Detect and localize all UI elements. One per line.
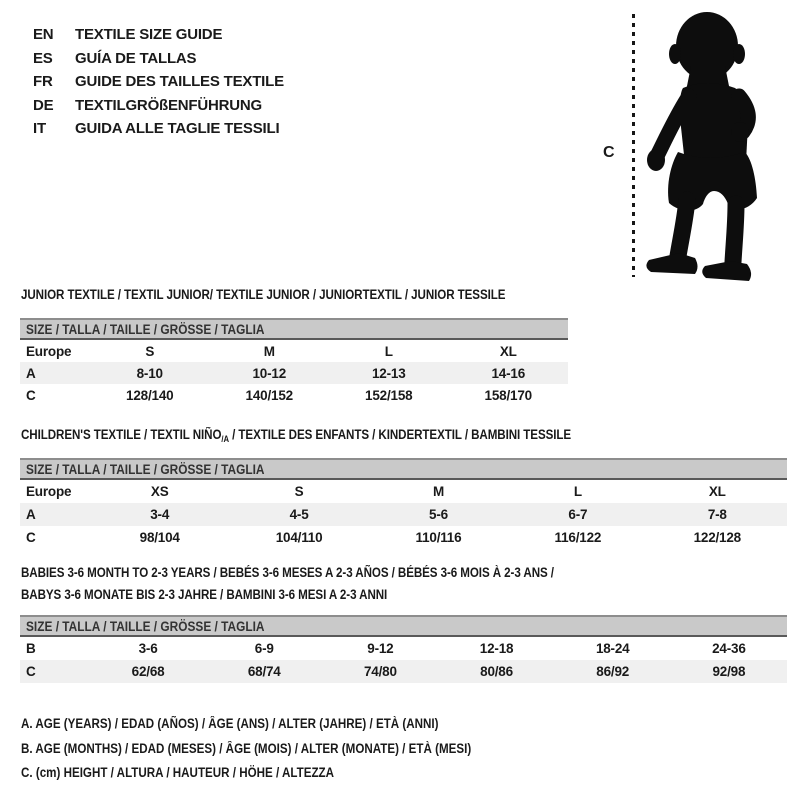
height-cell: 80/86 xyxy=(480,664,513,679)
height-dashed-line xyxy=(632,14,635,277)
age-cell: 14-16 xyxy=(491,365,526,381)
junior-section-title: JUNIOR TEXTILE / TEXTIL JUNIOR/ TEXTILE JUNIOR / JUNIORTEXTIL / JUNIOR TESSILE xyxy=(21,287,506,302)
babies-size-table xyxy=(20,615,787,683)
babies-title-line2: BABYS 3-6 MONATE BIS 2-3 JAHRE / BAMBINI 3-6 MESI A 2-3 ANNI xyxy=(21,587,388,602)
height-cell: 98/104 xyxy=(139,530,180,545)
language-row-en xyxy=(33,23,284,47)
children-title-sub: /A xyxy=(221,434,229,444)
size-cell: XL xyxy=(708,484,726,499)
junior-size-header-bar xyxy=(20,318,568,340)
row-label: B xyxy=(26,641,36,656)
size-cell: XS xyxy=(150,484,169,499)
age-cell: 10-12 xyxy=(252,365,287,381)
height-cell: 140/152 xyxy=(245,387,293,403)
height-cell: 152/158 xyxy=(365,387,413,403)
babies-size-header-bar xyxy=(20,615,787,637)
junior-size-table xyxy=(20,318,568,406)
language-row-es xyxy=(33,47,284,71)
age-cell: 24-36 xyxy=(712,641,746,656)
language-row-it xyxy=(33,117,284,141)
table-row-age xyxy=(20,362,568,384)
size-header-label: SIZE / TALLA / TAILLE / GRÖSSE / TAGLIA xyxy=(26,618,265,634)
language-title: GUIDA ALLE TAGLIE TESSILI xyxy=(75,120,280,138)
babies-title-line1: BABIES 3-6 MONTH TO 2-3 YEARS / BEBÉS 3-6 MESES A 2-3 AÑOS / BÉBÉS 3-6 MOIS À 2-3 ANS / xyxy=(21,565,554,580)
height-cell: 62/68 xyxy=(131,664,165,679)
language-code: EN xyxy=(33,26,54,44)
age-cell: 6-7 xyxy=(568,507,588,522)
footnote-b: B. AGE (MONTHS) / EDAD (MESES) / ÂGE (MOIS) / ALTER (MONATE) / ETÀ (MESI) xyxy=(21,740,472,756)
height-label-c: C xyxy=(603,144,615,161)
row-label: C xyxy=(26,530,36,545)
size-cell: XL xyxy=(499,343,517,359)
height-cell: 68/74 xyxy=(247,664,281,679)
language-title: GUIDE DES TAILLES TEXTILE xyxy=(75,73,284,91)
age-cell: 9-12 xyxy=(367,641,394,656)
table-row-height xyxy=(20,660,787,683)
size-cell: S xyxy=(145,343,155,359)
footnote-c: C. (cm) HEIGHT / ALTURA / HAUTEUR / HÖHE / ALTEZZA xyxy=(21,765,335,780)
size-cell: L xyxy=(573,484,582,499)
age-cell: 5-6 xyxy=(429,507,448,522)
language-title: GUÍA DE TALLAS xyxy=(75,49,197,67)
age-cell: 3-6 xyxy=(138,641,158,656)
height-cell: 92/98 xyxy=(712,664,746,679)
size-cell: L xyxy=(384,343,393,359)
height-cell: 128/140 xyxy=(126,387,174,403)
size-header-label: SIZE / TALLA / TAILLE / GRÖSSE / TAGLIA xyxy=(26,461,265,477)
babies-section-title xyxy=(21,562,554,606)
height-cell: 158/170 xyxy=(484,387,532,403)
age-cell: 12-13 xyxy=(371,365,406,381)
children-title-pre: CHILDREN'S TEXTILE / TEXTIL NIÑO xyxy=(21,427,222,442)
table-row-height xyxy=(20,526,787,549)
size-cell: M xyxy=(263,343,275,359)
language-code: ES xyxy=(33,49,53,67)
age-cell: 6-9 xyxy=(254,641,274,656)
row-label: C xyxy=(26,664,36,679)
table-row-europe xyxy=(20,480,787,503)
language-code: DE xyxy=(33,96,54,114)
age-cell: 8-10 xyxy=(136,365,163,381)
footnote-a: A. AGE (YEARS) / EDAD (AÑOS) / ÂGE (ANS) / ALTER (JAHRE) / ETÀ (ANNI) xyxy=(21,716,439,731)
row-label: Europe xyxy=(26,484,72,499)
age-cell: 12-18 xyxy=(479,641,514,656)
height-cell: 104/110 xyxy=(275,530,323,545)
toddler-silhouette-icon xyxy=(645,6,771,284)
footnotes xyxy=(21,712,544,786)
row-label: A xyxy=(26,365,36,381)
row-label: A xyxy=(26,507,36,522)
language-row-fr xyxy=(33,70,284,94)
table-row-age xyxy=(20,503,787,526)
row-label: Europe xyxy=(26,343,72,359)
age-cell: 4-5 xyxy=(289,507,309,522)
table-row-age-months xyxy=(20,637,787,660)
language-title: TEXTILGRÖßENFÜHRUNG xyxy=(75,96,263,114)
height-cell: 74/80 xyxy=(363,664,397,679)
age-cell: 18-24 xyxy=(595,641,630,656)
children-title-post: / TEXTILE DES ENFANTS / KINDERTEXTIL / BAMBINI TESSILE xyxy=(228,427,572,442)
height-cell: 122/128 xyxy=(693,530,741,545)
height-cell: 110/116 xyxy=(415,530,462,545)
table-row-europe xyxy=(20,340,568,362)
table-row-height xyxy=(20,384,568,406)
language-row-de xyxy=(33,94,284,118)
language-code: IT xyxy=(33,120,46,138)
age-cell: 3-4 xyxy=(150,507,170,522)
size-cell: M xyxy=(432,484,444,499)
language-code: FR xyxy=(33,73,53,91)
row-label: C xyxy=(26,387,36,403)
children-section-title xyxy=(21,427,571,442)
language-list xyxy=(33,23,284,141)
children-size-header-bar xyxy=(20,458,787,480)
children-size-table xyxy=(20,458,787,549)
height-cell: 116/122 xyxy=(554,530,602,545)
height-cell: 86/92 xyxy=(596,664,630,679)
size-cell: S xyxy=(294,484,304,499)
language-title: TEXTILE SIZE GUIDE xyxy=(75,26,223,44)
size-header-label: SIZE / TALLA / TAILLE / GRÖSSE / TAGLIA xyxy=(26,321,265,337)
age-cell: 7-8 xyxy=(707,507,727,522)
